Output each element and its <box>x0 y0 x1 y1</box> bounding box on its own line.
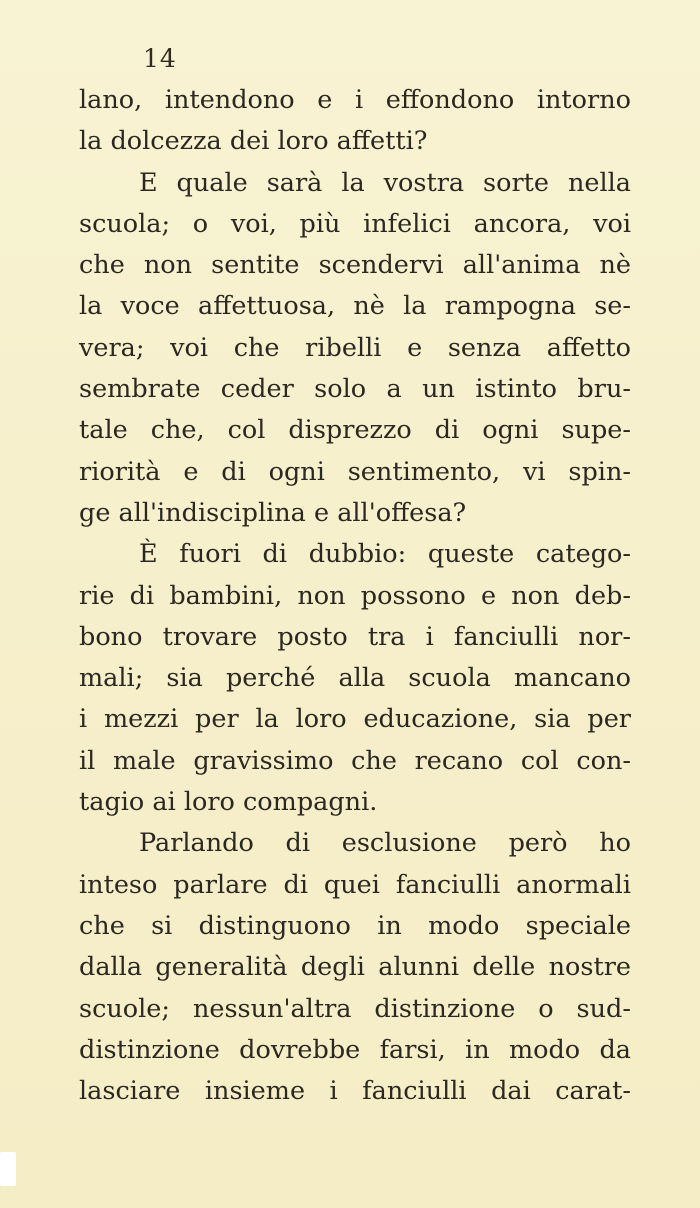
text-line: la voce affettuosa, nè la rampogna se- <box>79 291 631 322</box>
text-line: bono trovare posto tra i fanciulli nor- <box>79 621 631 652</box>
text-line: distinzione dovrebbe farsi, in modo da <box>79 1034 631 1065</box>
page-number: 14 <box>143 44 177 73</box>
text-line: lasciare insieme i fanciulli dai carat- <box>79 1076 631 1107</box>
text-line: Parlando di esclusione però ho <box>139 828 631 859</box>
text-line: tagio ai loro compagni. <box>79 787 378 818</box>
text-line: inteso parlare di quei fanciulli anormali <box>79 869 631 900</box>
text-line: la dolcezza dei loro affetti? <box>79 126 428 157</box>
scan-edge-mark <box>0 1152 16 1186</box>
text-line: È fuori di dubbio: queste catego- <box>139 539 631 570</box>
text-line: il male gravissimo che recano col con- <box>79 745 631 776</box>
text-line: vera; voi che ribelli e senza affetto <box>79 332 631 363</box>
text-line: che non sentite scendervi all'anima nè <box>79 250 631 281</box>
text-line: sembrate ceder solo a un istinto bru- <box>79 374 631 405</box>
text-line: tale che, col disprezzo di ogni supe- <box>79 415 631 446</box>
body-text <box>79 80 631 1112</box>
text-line: scuola; o voi, più infelici ancora, voi <box>79 208 631 239</box>
text-line: mali; sia perché alla scuola mancano <box>79 663 631 694</box>
text-line: lano, intendono e i effondono intorno <box>79 85 631 115</box>
text-line: E quale sarà la vostra sorte nella <box>139 167 631 198</box>
text-line: ge all'indisciplina e all'offesa? <box>79 497 467 528</box>
text-line: riorità e di ogni sentimento, vi spin- <box>79 456 631 487</box>
text-line: dalla generalità degli alunni delle nostre <box>79 952 631 983</box>
text-line: che si distinguono in modo speciale <box>79 910 631 941</box>
text-line: rie di bambini, non possono e non deb- <box>79 580 631 611</box>
text-line: i mezzi per la loro educazione, sia per <box>79 704 631 735</box>
text-line: scuole; nessun'altra distinzione o sud- <box>79 993 631 1024</box>
